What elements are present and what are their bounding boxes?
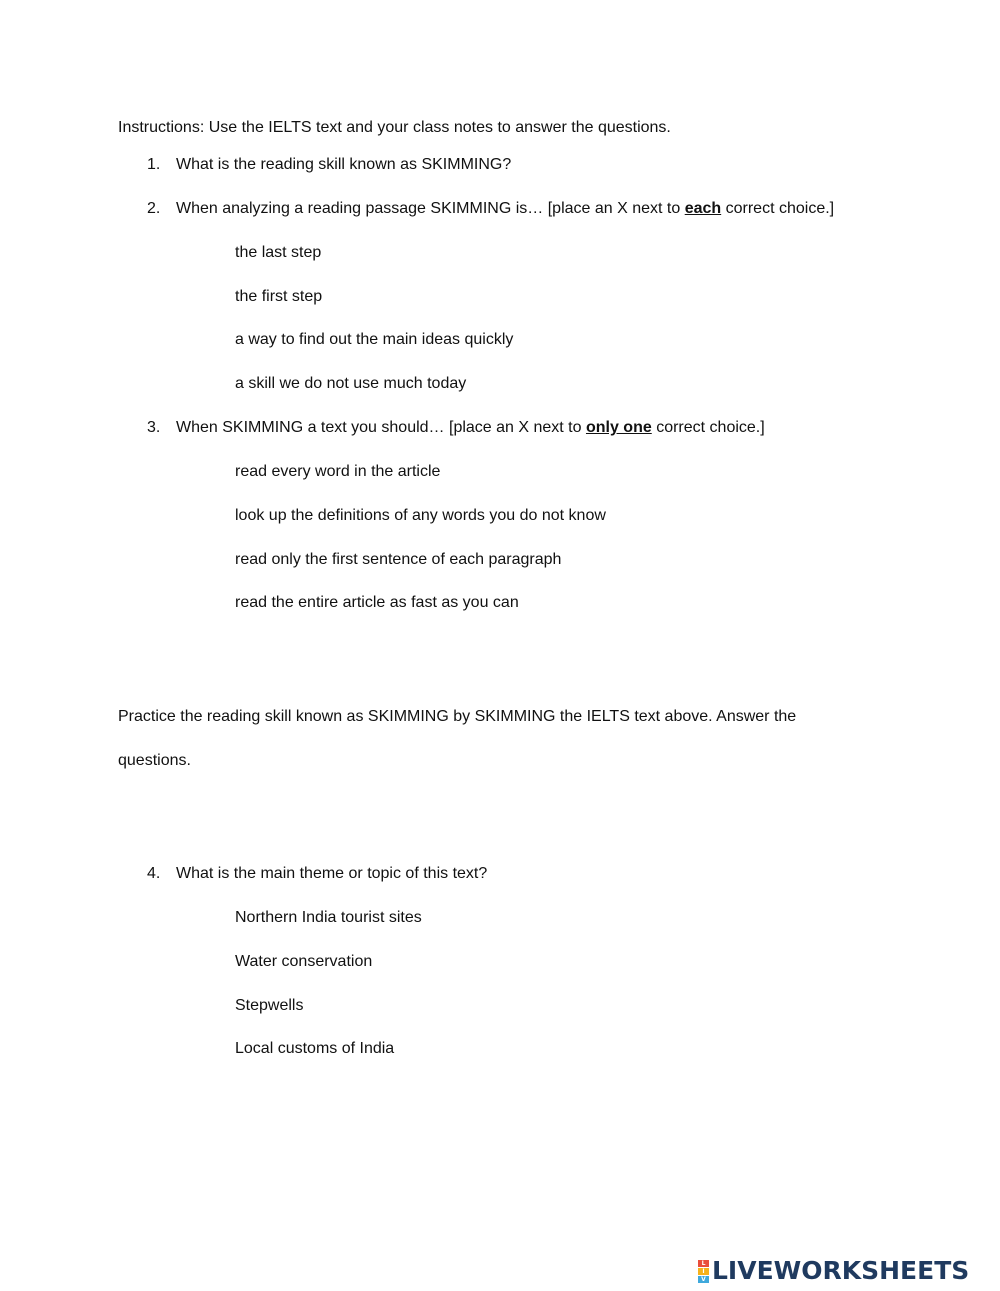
question-3-emphasis: only one	[585, 419, 652, 436]
choice-4-1[interactable]: Northern India tourist sites	[235, 909, 422, 926]
question-3-text-after: correct choice.]	[651, 419, 765, 436]
question-2-text	[176, 199, 834, 219]
choice-4-3[interactable]: Stepwells	[235, 997, 304, 1014]
question-4-number: 4.	[147, 865, 161, 882]
question-2-text-before: When analyzing a reading passage SKIMMING is… [place an X next to	[176, 200, 685, 217]
choice-4-4[interactable]: Local customs of India	[235, 1040, 395, 1057]
question-2-text-after: correct choice.]	[721, 200, 835, 217]
choice-3-3[interactable]: read only the first sentence of each paragraph	[235, 551, 562, 568]
question-3-text	[176, 418, 765, 438]
choice-2-4[interactable]: a skill we do not use much today	[235, 375, 467, 392]
choice-3-2[interactable]: look up the definitions of any words you do not know	[235, 507, 606, 524]
question-3-text-before: When SKIMMING a text you should… [place an X next to	[176, 419, 586, 436]
question-2-emphasis: each	[684, 200, 722, 217]
practice-line-1: Practice the reading skill known as SKIMMING by SKIMMING the IELTS text above. Answer the	[118, 708, 797, 725]
choice-3-4[interactable]: read the entire article as fast as you can	[235, 594, 519, 611]
choice-2-2[interactable]: the first step	[235, 288, 323, 305]
logo-block-i: I	[698, 1268, 709, 1275]
question-4-text: What is the main theme or topic of this text?	[176, 865, 488, 882]
choice-4-2[interactable]: Water conservation	[235, 953, 373, 970]
logo-block-l: L	[698, 1260, 709, 1267]
question-3-number: 3.	[147, 419, 161, 436]
logo-blocks-icon	[698, 1260, 709, 1283]
liveworksheets-logo	[698, 1258, 969, 1284]
choice-3-1[interactable]: read every word in the article	[235, 463, 441, 480]
question-1-number: 1.	[147, 156, 161, 173]
choice-2-3[interactable]: a way to find out the main ideas quickly	[235, 331, 514, 348]
logo-block-v: V	[698, 1276, 709, 1283]
choice-2-1[interactable]: the last step	[235, 244, 322, 261]
instructions-text: Instructions: Use the IELTS text and your class notes to answer the questions.	[118, 119, 671, 136]
question-1-text: What is the reading skill known as SKIMMING?	[176, 156, 512, 173]
question-2-number: 2.	[147, 200, 161, 217]
logo-text: LIVEWORKSHEETS	[712, 1256, 970, 1285]
practice-line-2: questions.	[118, 752, 191, 769]
